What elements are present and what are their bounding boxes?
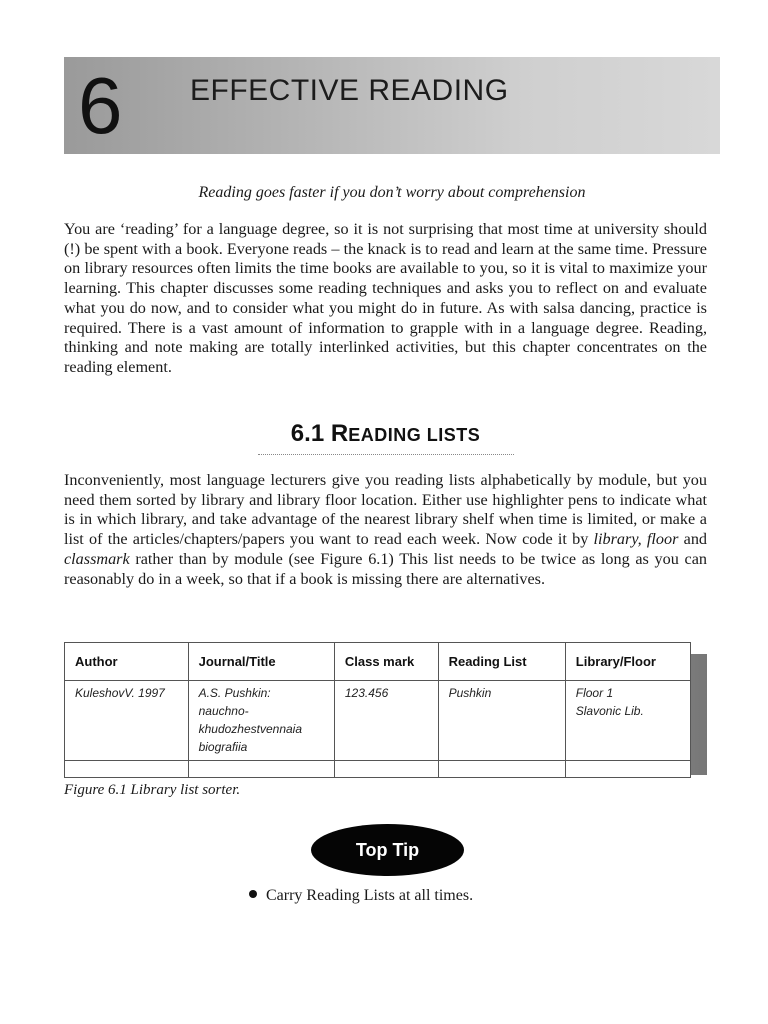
top-tip-badge: Top Tip bbox=[311, 824, 464, 876]
cell-title-line: biografiia bbox=[198, 740, 248, 754]
header-journal-title: Journal/Title bbox=[188, 643, 334, 681]
header-library-floor: Library/Floor bbox=[565, 643, 690, 681]
library-list-table bbox=[64, 642, 691, 778]
empty-cell bbox=[565, 761, 690, 778]
table-row-empty bbox=[65, 761, 691, 778]
table-header-row bbox=[65, 643, 691, 681]
heading-divider bbox=[258, 454, 514, 455]
chapter-title: EFFECTIVE READING bbox=[190, 74, 509, 107]
cell-journal-title bbox=[188, 681, 334, 761]
cell-title-line: khudozhestvennaia bbox=[198, 722, 303, 736]
section-text-emphasis-classmark: classmark bbox=[64, 549, 130, 568]
header-author: Author bbox=[65, 643, 189, 681]
header-reading-list: Reading List bbox=[438, 643, 565, 681]
empty-cell bbox=[334, 761, 438, 778]
section-text-part1: Inconveniently, most language lecturers give you reading lists alphabetically by module, but you need them sorted by library and library floor location. Either use highlighter pens to indicate what is in which library, and take advantage of the nearest library shelf when time is limited, or make a list of the articles/chapters/papers you want to read each week. Now code it by bbox=[64, 471, 707, 549]
cell-author: KuleshovV. 1997 bbox=[65, 681, 189, 761]
cell-class-mark: 123.456 bbox=[334, 681, 438, 761]
tip-list-item bbox=[249, 885, 473, 907]
empty-cell bbox=[188, 761, 334, 778]
section-paragraph bbox=[64, 471, 707, 589]
chapter-epigraph: Reading goes faster if you don’t worry about comprehension bbox=[198, 184, 586, 201]
section-heading bbox=[64, 420, 707, 448]
cell-floor-line: Floor 1 bbox=[575, 686, 614, 700]
figure-caption: Figure 6.1 Library list sorter. bbox=[64, 782, 241, 798]
empty-cell bbox=[65, 761, 189, 778]
cell-reading-list: Pushkin bbox=[438, 681, 565, 761]
tip-text: Carry Reading Lists at all times. bbox=[266, 887, 474, 904]
chapter-number: 6 bbox=[78, 61, 121, 150]
table-row bbox=[65, 681, 691, 761]
empty-cell bbox=[438, 761, 565, 778]
intro-paragraph: You are ‘reading’ for a language degree, so it is not surprising that most time at university should (!) be spent with a book. Everyone reads – the knack is to read and learn at the same time. Pressure on library resources often limits the time books are available to you, so it is vital to maximize your learning. This chapter discusses some reading techniques and asks you to reflect on and evaluate what you do now, and to consider what you might do in future. As with salsa dancing, practice is required. There is a vast amount of information to grapple with in a language degree. Reading, thinking and note making are totally interlinked activities, but this chapter concentrates on the reading element. bbox=[64, 220, 707, 376]
section-text-part2: rather than by module (see Figure 6.1) This list needs to be twice as long as you can reasonably do in a week, so that if a book is missing there are alternatives. bbox=[64, 549, 707, 588]
section-title-rest: EADING LISTS bbox=[348, 425, 481, 445]
bullet-icon bbox=[249, 890, 257, 898]
section-title-initial: R bbox=[330, 420, 349, 447]
cell-floor-line: Slavonic Lib. bbox=[575, 704, 644, 718]
cell-library-floor bbox=[565, 681, 690, 761]
section-text-and: and bbox=[678, 530, 708, 549]
section-text-emphasis: library, floor bbox=[593, 530, 679, 549]
header-class-mark: Class mark bbox=[334, 643, 438, 681]
section-number: 6.1 bbox=[290, 420, 325, 447]
cell-title-line: A.S. Pushkin: nauchno- bbox=[198, 686, 271, 718]
